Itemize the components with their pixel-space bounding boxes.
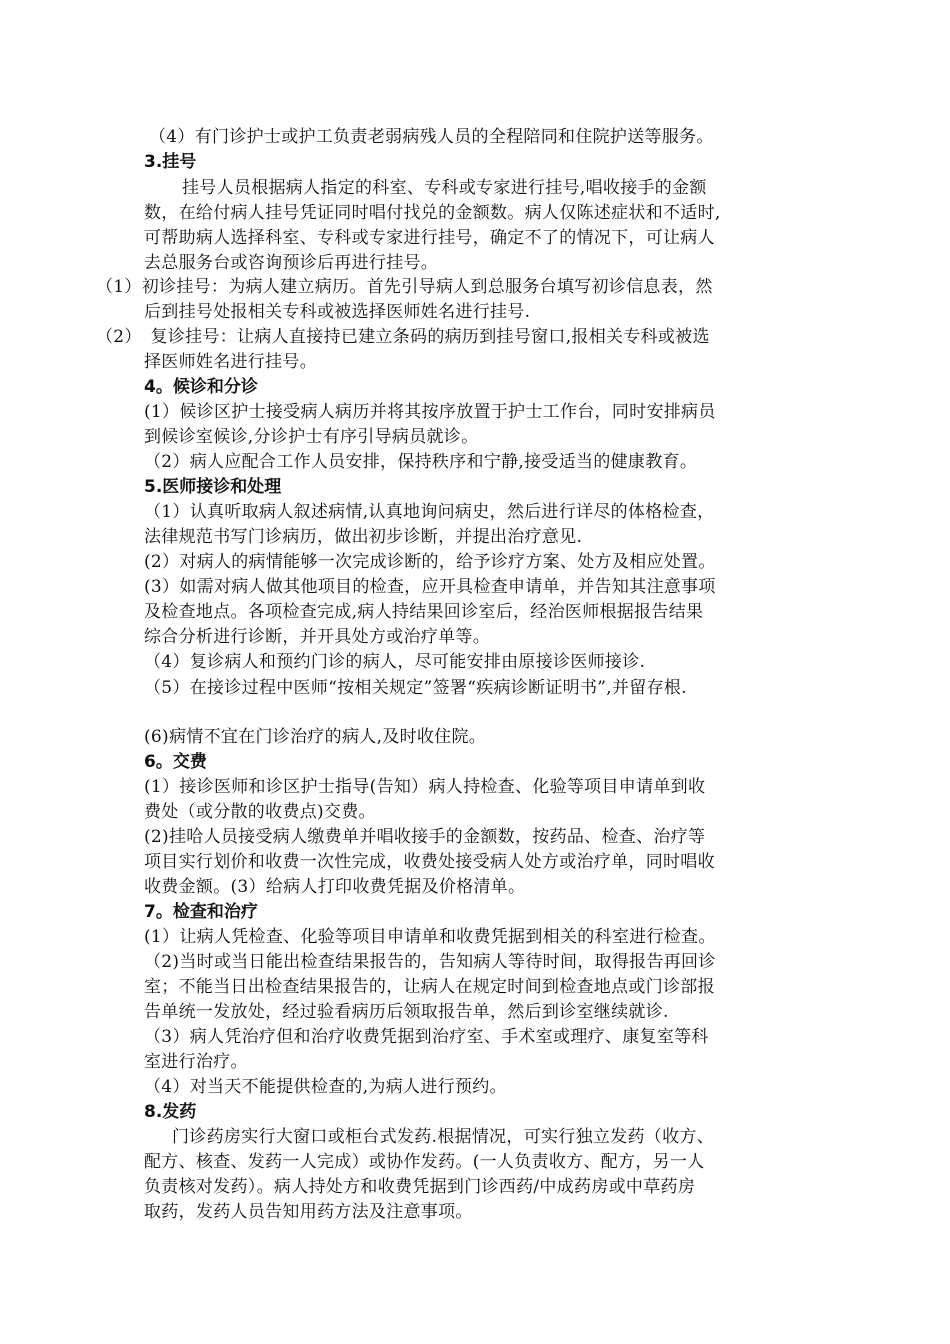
paragraph-line: 可帮助病人选择科室、专科或专家进行挂号，确定不了的情况下，可让病人 (144, 228, 715, 248)
paragraph-line: 后到挂号处报相关专科或被选择医师姓名进行挂号. (144, 302, 531, 322)
section-heading: 5.医师接诊和处理 (144, 477, 282, 497)
paragraph-line: (3）如需对病人做其他项目的检查，应开具检查申请单，并告知其注意事项 (144, 577, 716, 597)
section-heading: 7。检查和治疗 (144, 902, 258, 922)
section-heading: 8.发药 (144, 1102, 197, 1122)
paragraph-line: （4）复诊病人和预约门诊的病人，尽可能安排由原接诊医师接诊. (144, 652, 646, 672)
paragraph-line: 数，在给付病人挂号凭证同时唱付找兑的金额数。病人仅陈述症状和不适时, (144, 203, 721, 223)
paragraph-line: (1）候诊区护士接受病人病历并将其按序放置于护士工作台，同时安排病员 (144, 402, 716, 422)
paragraph-line: (1）让病人凭检查、化验等项目申请单和收费凭据到相关的科室进行检查。 (144, 927, 716, 947)
section-heading: 4。候诊和分诊 (144, 377, 258, 397)
paragraph-line: 负责核对发药）。病人持处方和收费凭据到门诊西药/中成药房或中草药房 (144, 1177, 696, 1197)
paragraph-line: 项目实行划价和收费一次性完成，收费处接受病人处方或治疗单，同时唱收 (144, 852, 715, 872)
paragraph-line: （2） 复诊挂号：让病人直接持已建立条码的病历到挂号窗口,报相关专科或被选 (96, 327, 710, 347)
paragraph-line: 收费金额。(3）给病人打印收费凭据及价格清单。 (144, 877, 526, 897)
paragraph-line: （1）认真听取病人叙述病情,认真地询问病史，然后进行详尽的体格检查， (144, 502, 715, 522)
section-heading: 6。交费 (144, 752, 207, 772)
paragraph-line: 挂号人员根据病人指定的科室、专科或专家进行挂号,唱收接手的金额 (182, 178, 707, 198)
paragraph-line: （3）病人凭治疗但和治疗收费凭据到治疗室、手术室或理疗、康复室等科 (144, 1027, 709, 1047)
paragraph-line: 费处（或分散的收费点)交费。 (144, 802, 376, 822)
paragraph-line: 室进行治疗。 (144, 1052, 248, 1072)
paragraph-line: （2)当时或当日能出检查结果报告的，告知病人等待时间，取得报告再回诊 (144, 952, 716, 972)
paragraph-line: 法律规范书写门诊病历，做出初步诊断，并提出治疗意见. (144, 527, 583, 547)
paragraph-line: 到候诊室候诊,分诊护士有序引导病员就诊。 (144, 427, 479, 447)
paragraph-line: 告单统一发放处，经过验看病历后领取报告单，然后到诊室继续就诊. (144, 1002, 669, 1022)
paragraph-line: （2）病人应配合工作人员安排，保持秩序和宁静,接受适当的健康教育。 (144, 452, 698, 472)
paragraph-line: （5）在接诊过程中医师“按相关规定”签署“疾病诊断证明书”,并留存根. (144, 678, 687, 698)
paragraph-line: (1）接诊医师和诊区护士指导(告知）病人持检查、化验等项目申请单到收 (144, 777, 706, 797)
paragraph-line: （1）初诊挂号：为病人建立病历。首先引导病人到总服务台填写初诊信息表，然 (96, 277, 713, 297)
paragraph-line: 去总服务台或咨询预诊后再进行挂号。 (144, 253, 439, 273)
paragraph-line: 综合分析进行诊断，并开具处方或治疗单等。 (144, 627, 490, 647)
paragraph-line: 及检查地点。各项检查完成,病人持结果回诊室后，经治医师根据报告结果 (144, 602, 704, 622)
paragraph-line: 取药，发药人员告知用药方法及注意事项。 (144, 1202, 473, 1222)
paragraph-line: （4）对当天不能提供检查的,为病人进行预约。 (144, 1077, 507, 1097)
paragraph-line: 室；不能当日出检查结果报告的，让病人在规定时间到检查地点或门诊部报 (144, 977, 715, 997)
paragraph-line: （4）有门诊护士或护工负责老弱病残人员的全程陪同和住院护送等服务。 (149, 127, 714, 147)
section-heading: 3.挂号 (144, 152, 197, 172)
paragraph-line: (2）对病人的病情能够一次完成诊断的，给予诊疗方案、处方及相应处置。 (144, 552, 716, 572)
paragraph-line: 择医师姓名进行挂号。 (144, 352, 317, 372)
paragraph-line: (2)挂哈人员接受病人缴费单并唱收接手的金额数，按药品、检查、治疗等 (144, 827, 706, 847)
paragraph-line: (6)病情不宜在门诊治疗的病人,及时收住院。 (144, 727, 487, 747)
paragraph-line: 配方、核查、发药一人完成）或协作发药。(一人负责收方、配方，另一人 (144, 1152, 705, 1172)
paragraph-line: 门诊药房实行大窗口或柜台式发药.根据情况，可实行独立发药（收方、 (172, 1127, 715, 1147)
